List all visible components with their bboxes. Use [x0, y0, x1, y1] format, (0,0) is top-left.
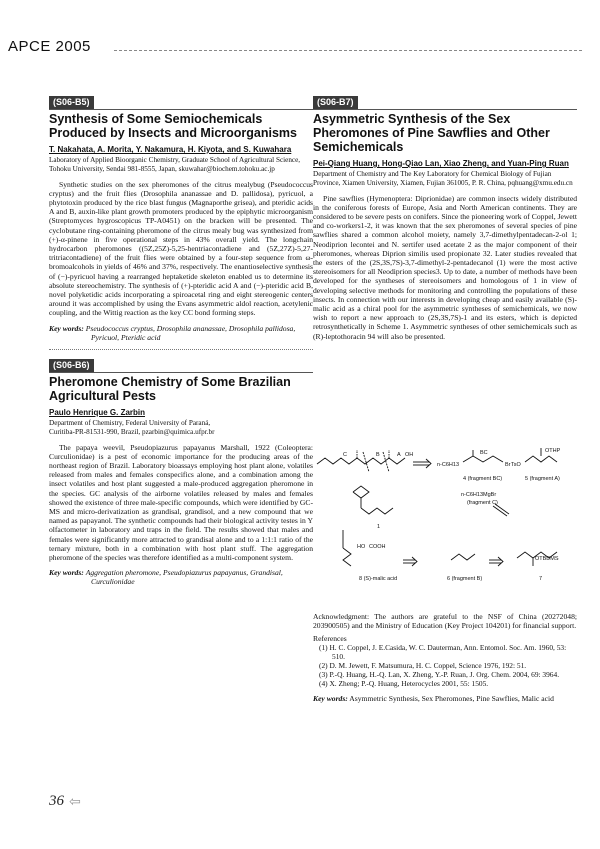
section-divider — [49, 349, 313, 350]
reference-item: (1) H. C. Coppel, J. E.Casida, W. C. Dauterman, Ann. Entomol. Soc. Am. 1960, 53: 510. — [319, 643, 567, 662]
abstract-title: Synthesis of Some Semiochemicals Produced by Insects and Microorganisms — [49, 112, 297, 140]
fragment-c-label: (fragment C) — [467, 500, 498, 506]
affiliation: Department of Chemistry and The Key Laboratory for Chemical Biology of Fujian Province, Xiamen University, Xiamen, Fujian 361005, P. R. China, pqhuang@xmu.edu.cn — [313, 170, 573, 187]
tosylate-label: TsO — [511, 462, 521, 468]
author-list — [49, 407, 313, 418]
affiliation — [49, 156, 313, 174]
badge-rule — [49, 109, 313, 110]
affiliation-text: Laboratory of Applied Bioorganic Chemistry, Graduate School of Agricultural Science, Tohoku University, Sendai 981-8555, Japan, — [49, 156, 301, 173]
retrosynthesis-scheme — [313, 448, 577, 606]
compound-1-label: 1 — [377, 524, 381, 530]
keywords — [49, 568, 313, 586]
session-code-badge: (S06-B7) — [313, 96, 358, 109]
session-code-badge: (S06-B5) — [49, 96, 94, 109]
keywords-text: Pseudococcus cryptus, Drosophila ananassae, Drosophila pallidosa, Pyricuol, Pteridic acid — [85, 323, 296, 342]
badge-rule — [313, 109, 577, 110]
abstract-title: Asymmetric Synthesis of the Sex Pheromones of Pine Sawflies and Other Semichemicals — [313, 112, 550, 154]
author-names: T. Nakahata, A. Morita, Y. Nakamura, H. Kiyota, and S. Kuwahara — [49, 145, 292, 154]
fragment-label-a: A — [397, 452, 401, 458]
fragment-label-b: B — [376, 452, 380, 458]
keywords-label: Key words: — [49, 568, 84, 578]
carboxyl-label: COOH — [369, 544, 386, 550]
bromide-label: Br — [505, 462, 511, 468]
author-names: Paulo Henrique G. Zarbin — [49, 408, 146, 418]
author-list — [313, 158, 577, 169]
compound-7-label: 7 — [539, 576, 543, 582]
author-list — [49, 144, 313, 155]
otbdms-label: OTBDMS — [535, 556, 559, 562]
left-arrow-icon: ⇦ — [69, 794, 81, 810]
right-column-lower — [313, 612, 577, 704]
compound-5-label: 5 (fragment A) — [525, 476, 560, 482]
compound-8-label: 8 (S)-malic acid — [359, 576, 398, 582]
reference-item: (3) P.-Q. Huang, H.-Q. Lan, X. Zheng, Y.-P. Ruan, J. Org. Chem. 2004, 69: 3964. — [319, 670, 560, 680]
badge-rule — [49, 372, 313, 373]
running-header: APCE 2005 — [8, 38, 91, 55]
page-number: 36 — [49, 793, 64, 809]
affiliation — [49, 419, 313, 437]
abstract-s06-b5 — [49, 92, 313, 342]
compound-6-label: 6 (fragment B) — [447, 576, 483, 582]
keywords-text: Aggregation pheromone, Pseudopiazurus papayanus, Grandisal, Curculionidae — [85, 568, 283, 587]
references-heading: References — [313, 634, 347, 644]
othp-label: OTHP — [545, 448, 561, 454]
abstract-s06-b6 — [49, 355, 313, 587]
abstract-body: Pine sawflies (Hymenoptera: Diprionidae) are common insects widely distributed in the coniferous forests of Europe, Asia and North American continents. They are considered to be severe pests on conifers. Since the pioneering work of Coppel, Jewett and co-workers1-2, it was known that the sex pheromones of several species of pine sawflies shared a common alcohol moiety, namely 3,7-dimethylpentadecan-2-ol 1; Neodiprion lecontei and N. sertifer used acetate 2 as the major component of their pheromones, whereas Diprion similis used propionate 32. Later studies revealed that the esters of the (2S,3S,7S)-3,7-dimethyl-2-pentadecanol (1) were the most active stereoisomers for all Neodiprion species3. Up to date, a number of methods have been developed for the syntheses of stereoisomers and homologous of 1 in view of developing selective methods for monitoring and controlling the populations of these insects. In connection with our interests in developing cheap and easily available (S)-malic acid as a chiral pool for the asymmetric syntheses of semichemicals, we now wish to report a new approach to (2S,3S,7S)-1 and its esters, which is depicted retrosynthetically in Scheme 1. Asymmetric syntheses of other semichemicals such as (R)-leptothoracin 94 will also be presented. — [313, 193, 577, 341]
abstract-title: Pheromone Chemistry of Some Brazilian Agricultural Pests — [49, 375, 291, 404]
email-link[interactable]: skuwahar@biochem.tohoku.ac.jp — [178, 164, 275, 173]
author-names: Pei-Qiang Huang, Hong-Qiao Lan, Xiao Zheng, and Yuan-Ping Ruan — [313, 159, 569, 168]
keywords-label: Key words: — [313, 694, 348, 704]
hydroxyl-label: OH — [405, 452, 414, 458]
compound-4-label: 4 (fragment BC) — [463, 476, 503, 482]
fragment-label-c: C — [343, 452, 347, 458]
acknowledgment: Acknowledgment: The authors are grateful to the NSF of China (20272048; 203900505) and the Ministry of Education (Key Project 104201) for financial support. — [313, 612, 577, 631]
pyrrolidine-ring — [353, 486, 369, 498]
keywords-label: Key words: — [49, 323, 84, 333]
affiliation-email: Curitiba-PR-81531-990, Brazil, pzarbin@quimica.ufpr.br — [49, 427, 215, 436]
chain-bond — [317, 458, 405, 464]
hexyl-label: n-C6H13 — [437, 462, 460, 468]
keywords-text: Asymmetric Synthesis, Sex Pheromones, Pine Sawflies, Malic acid — [349, 694, 554, 704]
right-column — [313, 92, 577, 341]
affiliation-text: Department of Chemistry, Federal University of Paraná, — [49, 419, 211, 428]
abstract-body: Synthetic studies on the sex pheromones of the citrus mealybug (Pseudococcus cryptus) and the fruit flies (Drosophila ananassae and D. pallidosa), pyricuol, a phytotoxin produced by the rice blast fungus (Magnaporthe grisea), and pteridic acids A and B, auxin-like plant growth promoters produced by the epiphytic microorganism (Streptomyces hygroscopicus TP-A0451) on the bracken will be presented. The cyclobutane ring-containing pheromone of the citrus mealy bug was synthesized from (+)-α-pinene in five operational steps in 43% overall yield. The longchain hydrocarbon pheromones ((5Z,25Z)-5,25-hentriacontadiene and (5Z,27Z)-5,27-tritriacontadiene) of the fruit flies were obtained by a four-step sequence from ω-bromoalcohols in yields of 46% and 37%, respectively. The enantioselective synthesis of (−)-pyricuol having a rearranged heptaketide skeleton enabled us to determine its absolute stereochemistry. The synthesis of (+)-pteridic acid A and (−)-pteridic acid B, novel polyketidic acids incorporating a spiroacetal ring and eight stereogenic centers around it was accomplished by using the Evans asymmetric aldol reaction, acetylenic coupling, and the Wittig reaction as the key CC bond forming steps. — [49, 179, 313, 318]
keywords — [49, 324, 313, 342]
keywords — [313, 694, 577, 703]
abstract-body: The papaya weevil, Pseudopiazurus papayanus Marshall, 1922 (Coleoptera: Curculionidae) is a pest of economic importance for the producing areas of the northeast region of Brazil. Laboratory bioassays employing host plant alone, volatiles released from males and females conspecifics alone, and a combination among the insect volatiles and host plant suggested a male-produced aggregation pheromone in the species. GC analysis of the airborne volatiles released by males and females showed the existence of three male-specific compounds, which were identified by GC-MS and micro-derivatization as grandisal, grandisol, and a new compound that we named as papayanol. The synthetic compounds had their biological activity testes in Y olfactometer in laboratory and traps in the field. The results showed that males and females were significantly more attracted to grandisal alone and to a 1:1:1 ratio of the ternary mixture, both in a combination with host plant stuff. The aggregation pheromone of the species was therefore identified as a multi-component system. — [49, 442, 314, 563]
header-rule — [114, 50, 582, 51]
reference-item: (2) D. M. Jewett, F. Matsumura, H. C. Coppel, Science 1976, 192: 51. — [319, 661, 527, 671]
left-column — [49, 92, 313, 587]
reference-item: (4) X. Zheng; P.-Q. Huang, Heterocycles 2001, 55: 1505. — [319, 679, 489, 689]
session-code-badge: (S06-B6) — [49, 359, 94, 372]
grignard-label: n-C6H13MgBr — [461, 492, 497, 498]
hydroxy-label: HO — [357, 544, 366, 550]
bc-label: BC — [480, 450, 488, 456]
